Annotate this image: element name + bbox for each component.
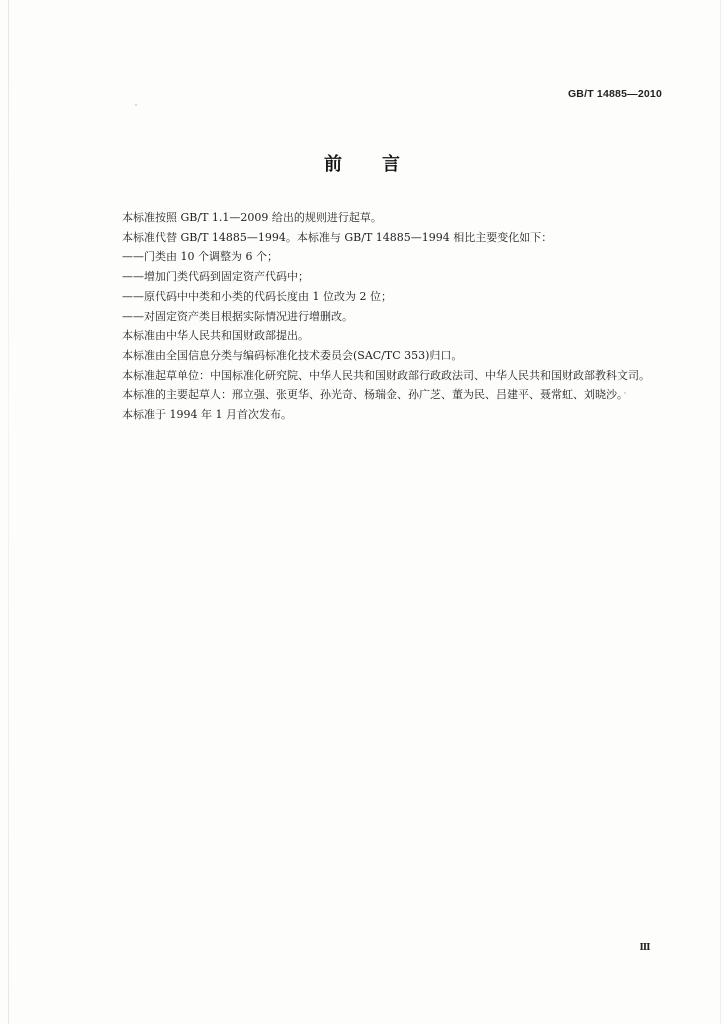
title-char-1: 前 <box>324 154 342 175</box>
title-char-2: 言 <box>382 154 400 175</box>
body-line: 本标准按照 GB/T 1.1—2009 给出的规则进行起草。 <box>122 211 382 224</box>
drafters: 本标准的主要起草人：邢立强、张更华、孙光奇、杨瑞金、孙广芝、董为民、吕建平、聂常虹、刘晓沙。 <box>122 388 628 402</box>
change-item: ——原代码中中类和小类的代码长度由 1 位改为 2 位； <box>122 289 392 303</box>
body-line: 本标准代替 GB/T 14885—1994。本标准与 GB/T 14885—1994 相比主要变化如下： <box>122 230 553 244</box>
scan-speck <box>135 104 137 106</box>
body-line: 本标准于 1994 年 1 月首次发布。 <box>122 408 292 422</box>
change-item: ——对固定资产类目根据实际情况进行增删改。 <box>122 309 353 323</box>
change-item: ——增加门类代码到固定资产代码中； <box>122 270 309 284</box>
foreword-body <box>100 208 670 425</box>
body-line: 本标准由中华人民共和国财政部提出。 <box>122 329 309 343</box>
body-line: 本标准由全国信息分类与编码标准化技术委员会(SAC/TC 353)归口。 <box>122 348 463 362</box>
change-item: ——门类由 10 个调整为 6 个； <box>122 250 278 264</box>
page-title <box>0 150 724 176</box>
drafting-units: 本标准起草单位：中国标准化研究院、中华人民共和国财政部行政政法司、中华人民共和国财政部教科文司。 <box>122 368 650 382</box>
document-id: GB/T 14885—2010 <box>567 88 662 100</box>
page-number: Ⅲ <box>639 943 650 953</box>
